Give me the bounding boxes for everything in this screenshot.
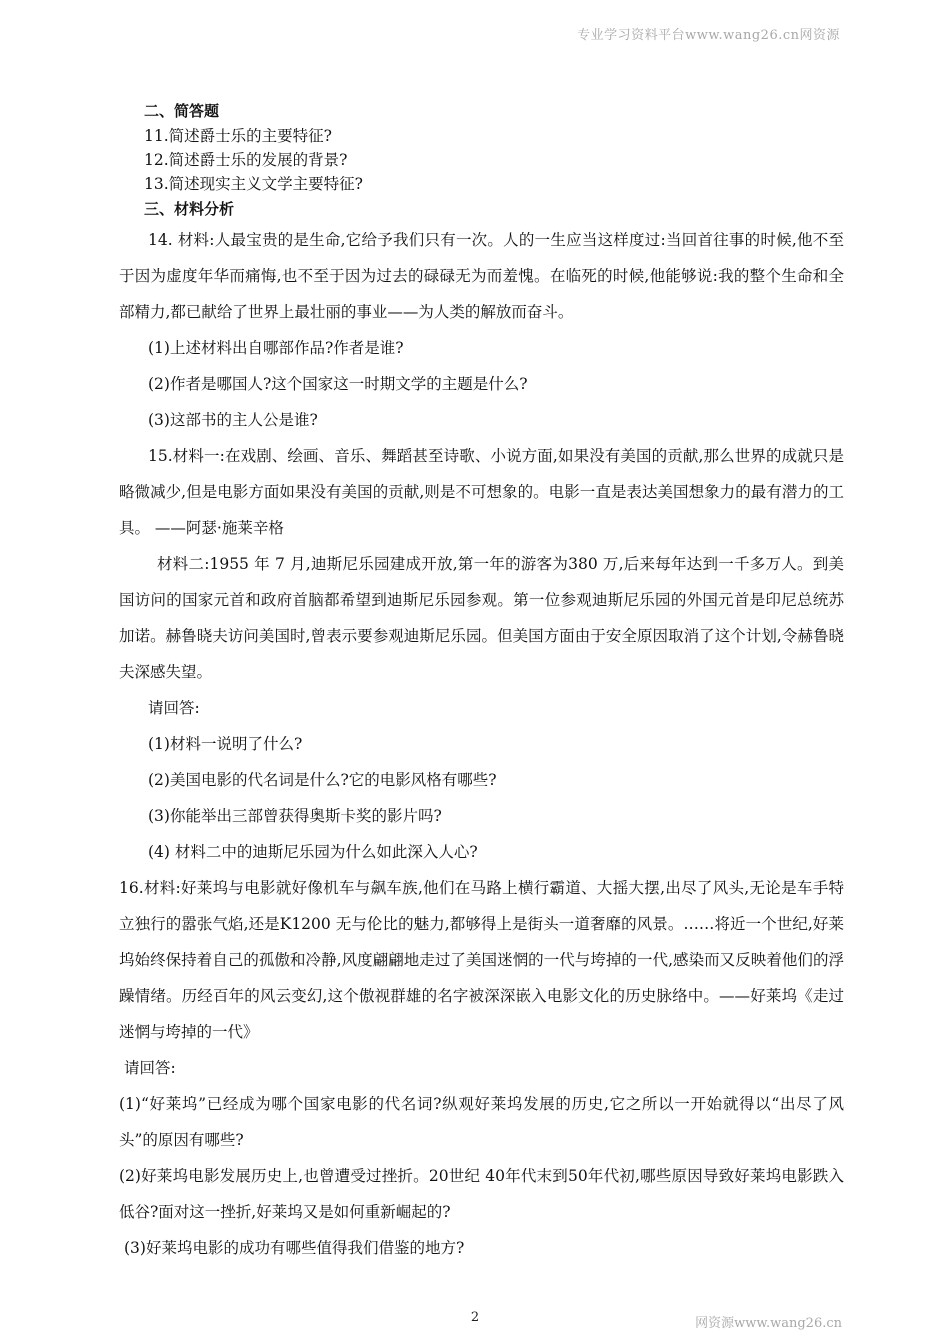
question-13: 13.简述现实主义文学主要特征? — [144, 175, 363, 193]
document-body — [119, 98, 844, 1266]
question-15-prompt: 请回答: — [148, 699, 200, 717]
page-number: 2 — [470, 1310, 480, 1325]
question-11: 11.简述爵士乐的主要特征? — [144, 127, 332, 145]
question-16-material: 16.材料:好莱坞与电影就好像机车与飙车族,他们在马路上横行霸道、大摇大摆,出尽了风头,无论是车手特立独行的嚣张气焰,还是K1200 无与伦比的魅力,都够得上是街头一道奢靡的风景。……将近一个世纪,好莱坞始终保持着自己的孤傲和冷静,风度翩翩地走过了美国迷惘的一代与垮掉的一代,感染而又反映着他们的浮躁情绪。历经百年的风云变幻,这个傲视群雄的名字被深深嵌入电影文化的历史脉络中。——好莱坞《走过迷惘与垮掉的一代》 — [119, 879, 844, 1041]
question-14-sub-2: (2)作者是哪国人?这个国家这一时期文学的主题是什么? — [148, 375, 528, 393]
question-16-sub-1: (1)“好莱坞”已经成为哪个国家电影的代名词?纵观好莱坞发展的历史,它之所以一开始就得以“出尽了风头”的原因有哪些? — [119, 1095, 844, 1149]
question-14-sub-1: (1)上述材料出自哪部作品?作者是谁? — [148, 339, 404, 357]
section-title-material-analysis: 三、材料分析 — [144, 200, 235, 218]
section-title-short-answer: 二、简答题 — [144, 102, 220, 120]
question-14-sub-3: (3)这部书的主人公是谁? — [148, 411, 318, 429]
question-12: 12.简述爵士乐的发展的背景? — [144, 151, 348, 169]
question-16-sub-2: (2)好莱坞电影发展历史上,也曾遭受过挫折。20世纪 40年代末到50年代初,哪些原因导致好莱坞电影跌入低谷?面对这一挫折,好莱坞又是如何重新崛起的? — [119, 1167, 844, 1221]
question-16-prompt: 请回答: — [124, 1059, 176, 1077]
question-15-sub-4: (4) 材料二中的迪斯尼乐园为什么如此深入人心? — [148, 843, 478, 861]
question-15-material-2: 材料二:1955 年 7 月,迪斯尼乐园建成开放,第一年的游客为380 万,后来每年达到一千多万人。到美国访问的国家元首和政府首脑都希望到迪斯尼乐园参观。第一位参观迪斯尼乐园的外国元首是印尼总统苏加诺。赫鲁晓夫访问美国时,曾表示要参观迪斯尼乐园。但美国方面由于安全原因取消了这个计划,令赫鲁晓夫深感失望。 — [119, 555, 844, 681]
question-16-sub-3: (3)好莱坞电影的成功有哪些值得我们借鉴的地方? — [124, 1239, 465, 1257]
question-14-material: 14. 材料:人最宝贵的是生命,它给予我们只有一次。人的一生应当这样度过:当回首往事的时候,他不至于因为虚度年华而痛悔,也不至于因为过去的碌碌无为而羞愧。在临死的时候,他能够说:我的整个生命和全部精力,都已献给了世界上最壮丽的事业——为人类的解放而奋斗。 — [119, 231, 844, 321]
question-15-sub-3: (3)你能举出三部曾获得奥斯卡奖的影片吗? — [148, 807, 442, 825]
question-15-sub-1: (1)材料一说明了什么? — [148, 735, 303, 753]
footer-watermark: 网资源www.wang26.cn — [695, 1316, 842, 1331]
header-watermark: 专业学习资料平台www.wang26.cn网资源 — [577, 28, 840, 43]
question-15-sub-2: (2)美国电影的代名词是什么?它的电影风格有哪些? — [148, 771, 497, 789]
question-15-material-1: 15.材料一:在戏剧、绘画、音乐、舞蹈甚至诗歌、小说方面,如果没有美国的贡献,那么世界的成就只是略微减少,但是电影方面如果没有美国的贡献,则是不可想象的。电影一直是表达美国想象力的最有潜力的工具。 ——阿瑟·施莱辛格 — [119, 447, 844, 537]
